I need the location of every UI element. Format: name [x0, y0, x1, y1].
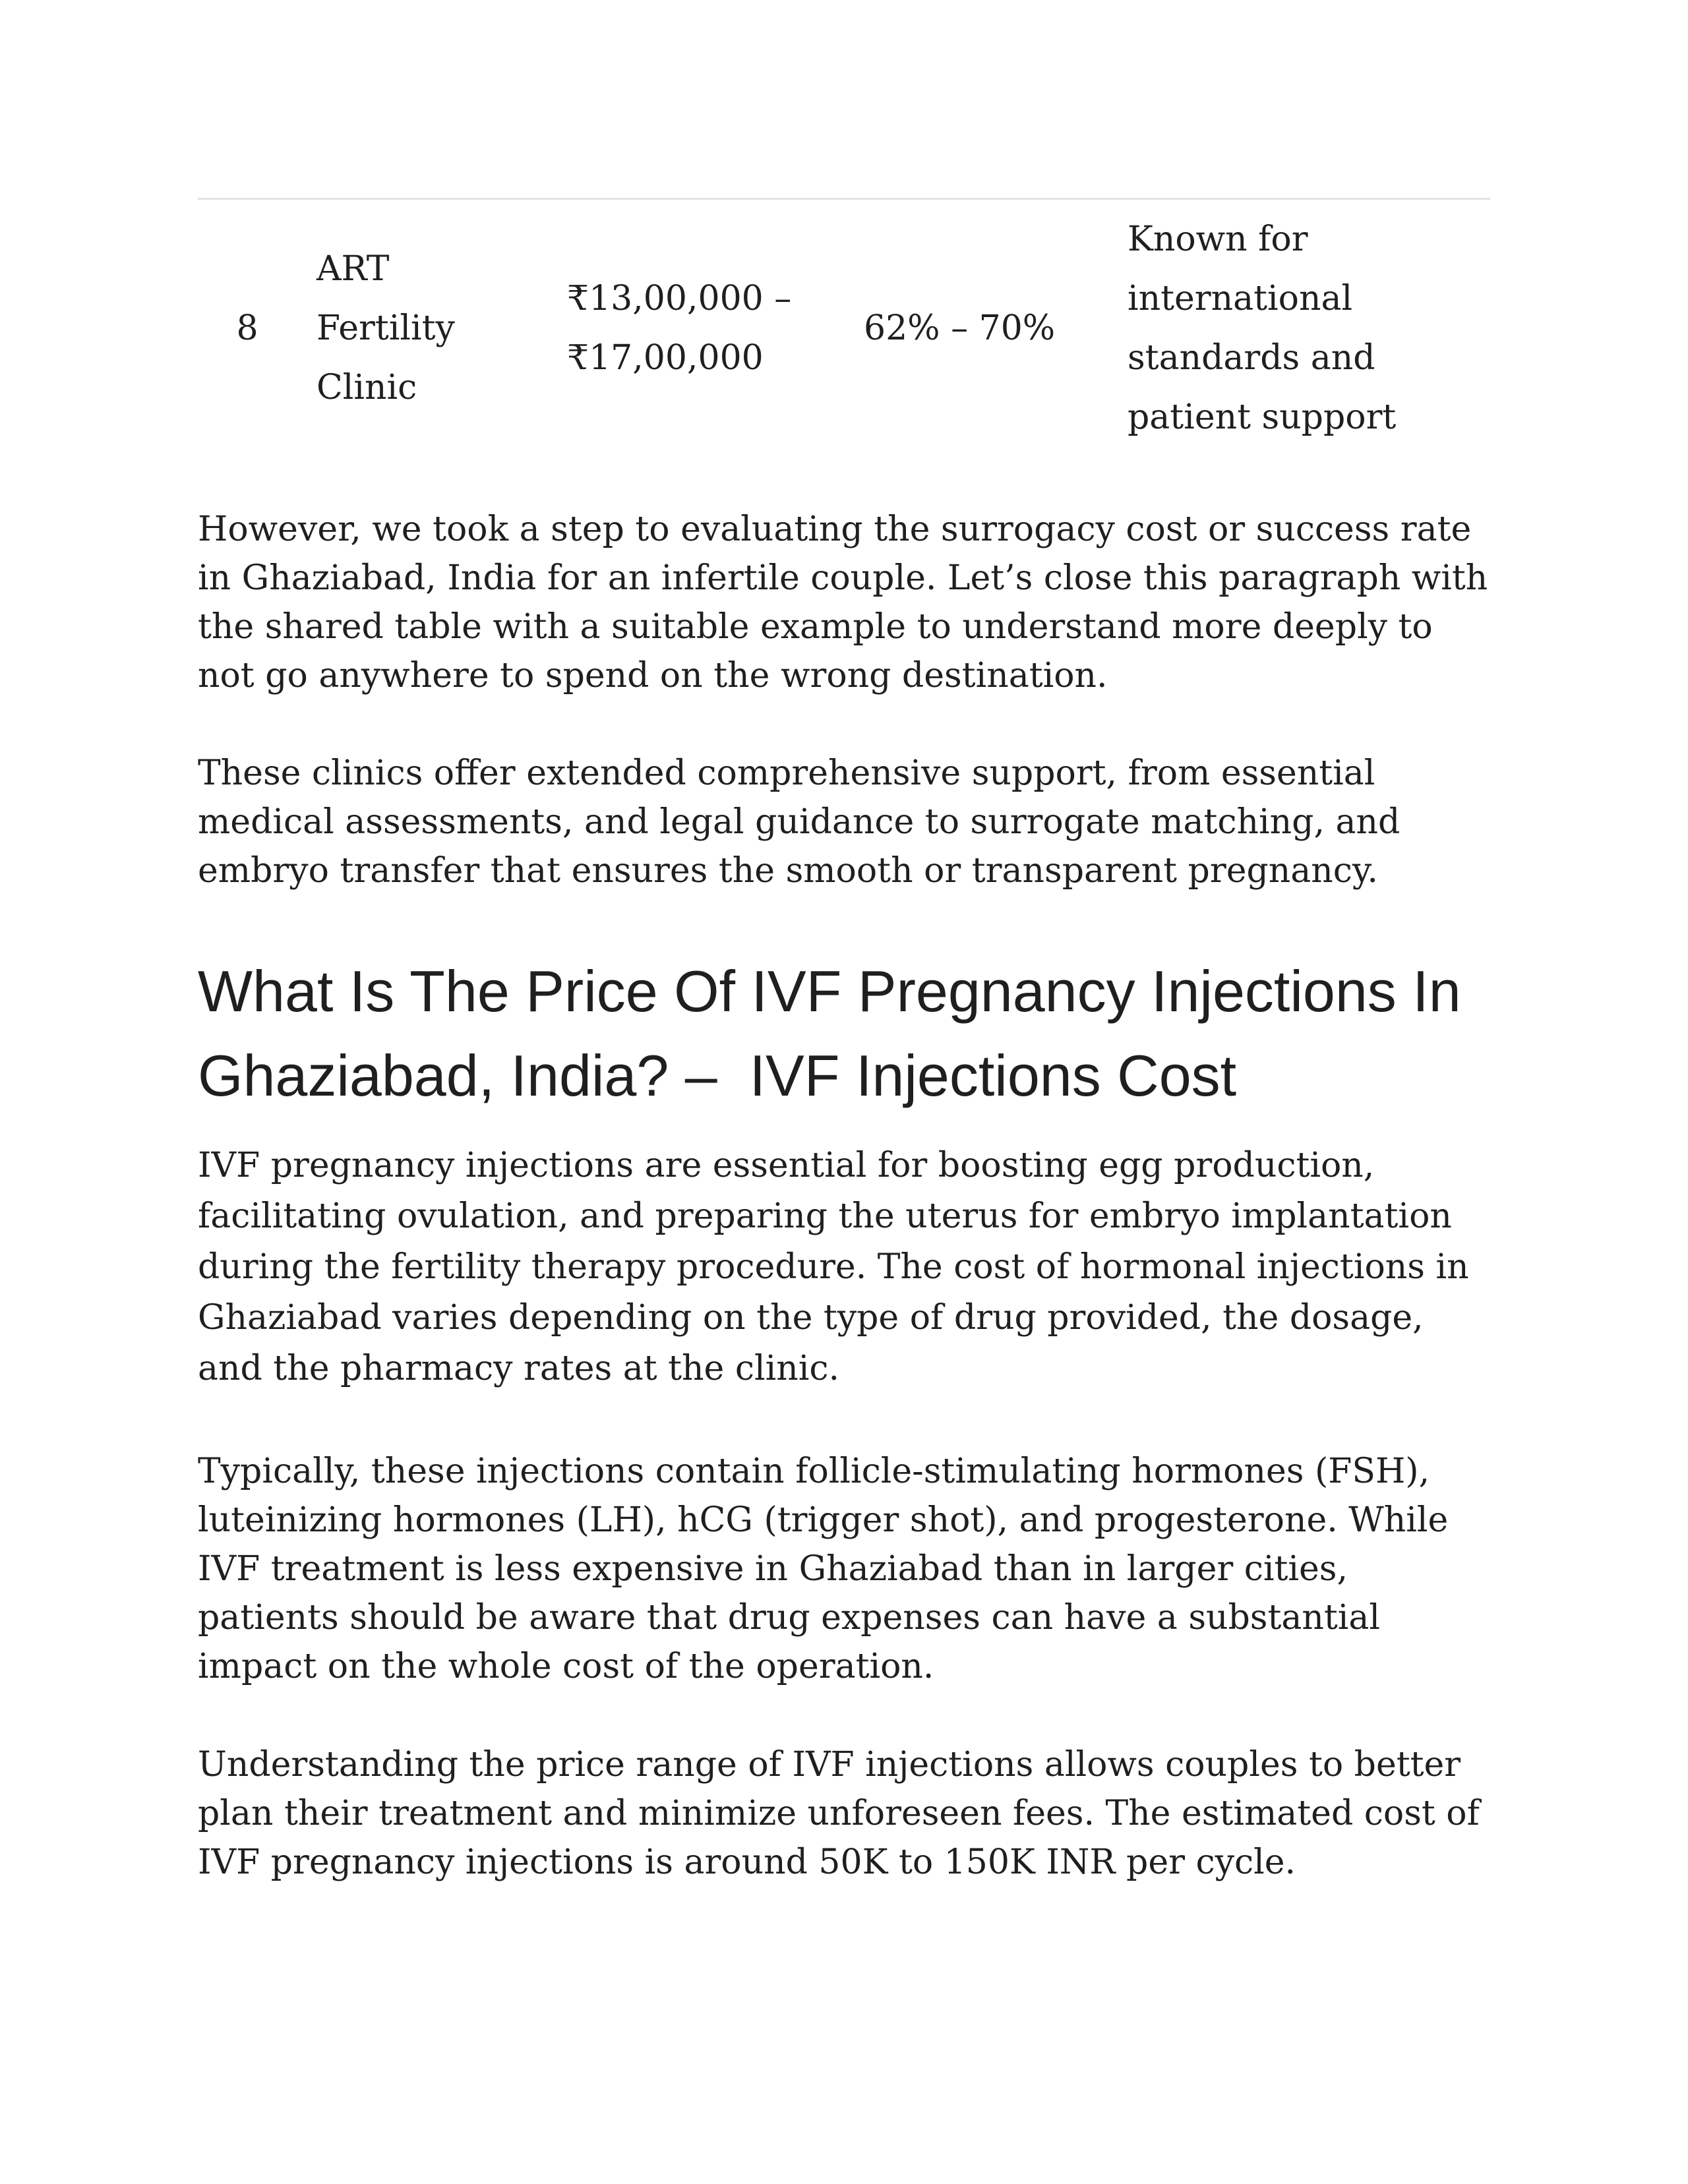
table-row — [198, 204, 1490, 455]
success-rate-cell: 62% – 70% — [864, 309, 1056, 348]
paragraph-injection-types: Typically, these injections contain follicle-stimulating hormones (FSH), luteinizing hormones (LH), hCG (trigger shot), and progesterone. While IVF treatment is less expensive in Ghaziabad than in larger cities, patients should be aware that drug expenses can have a substantial impact on the whole cost of the operation. — [198, 1452, 1449, 1686]
row-index-cell: 8 — [236, 309, 258, 348]
cost-range-cell: ₹13,00,000 – ₹17,00,000 — [567, 279, 792, 378]
document-page — [198, 0, 1490, 2184]
paragraph-price-range: Understanding the price range of IVF injections allows couples to better plan their treatment and minimize unforeseen fees. The estimated cost of IVF pregnancy injections is around 50K to 150K INR per cycle. — [198, 1745, 1480, 1882]
clinic-name-cell: ART Fertility Clinic — [316, 249, 455, 407]
table-divider — [198, 198, 1490, 200]
paragraph-injections-intro: IVF pregnancy injections are essential for boosting egg production, facilitating ovulation, and preparing the uterus for embryo implantation during the fertility therapy procedure. The cost of hormonal injections in Ghaziabad varies depending on the type of drug provided, the dosage, and the pharmacy rates at the clinic. — [198, 1146, 1469, 1388]
notes-cell: Known for international standards and patient support — [1128, 220, 1397, 437]
section-heading: What Is The Price Of IVF Pregnancy Injections In Ghaziabad, India? – IVF Injections Cost — [198, 959, 1478, 1108]
paragraph-surrogacy-evaluation: However, we took a step to evaluating the surrogacy cost or success rate in Ghaziabad, India for an infertile couple. Let’s close this paragraph with the shared table with a suitable example to understand more deeply to not go anywhere to spend on the wrong destination. — [198, 510, 1488, 695]
paragraph-clinic-support: These clinics offer extended comprehensive support, from essential medical assessments, and legal guidance to surrogate matching, and embryo transfer that ensures the smooth or transparent pregnancy. — [198, 753, 1401, 891]
